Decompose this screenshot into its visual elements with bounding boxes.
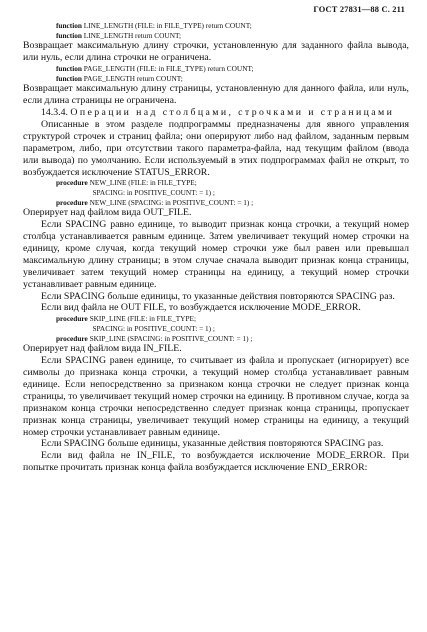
body-paragraph: Если SPACING больше единицы, то указанные действия повторяются SPACING раз.: [41, 290, 395, 302]
body-paragraph: Возвращает максимальную длину страницы, установленную для данного файла, или нуль, если длина страницы не ограничена.: [23, 83, 409, 107]
code-line: procedure NEW_LINE (SPACING: in POSITIVE_COUNT: = 1) ;: [56, 197, 254, 207]
page-body: [23, 21, 409, 474]
section-title: Операции над столбцами, строчками и страницами: [70, 107, 395, 118]
code-line: SPACING: in POSITIVE_COUNT: = 1) ;: [56, 188, 215, 198]
code-line: function LINE_LENGTH return COUNT;: [56, 30, 182, 40]
body-paragraph: Возвращает максимальную длину строчки, установленную для заданного файла вывода, или нуль, если длина строчки не ограничена.: [23, 40, 409, 64]
section-heading: [23, 107, 409, 119]
code-line: function LINE_LENGTH (FILE: in FILE_TYPE) return COUNT;: [56, 21, 252, 30]
body-paragraph: Если SPACING равен единице, то считывает из файла и пропускает (игнорирует) все символы до признака конца строчки, а текущий номер столбца устанавливает равным единице. Если непосредственно за признаком конца строчки не следует признак конца страницы, то увеличивает текущий номер строчки на единицу. В противном случае, когда за признаком конца строчки непосредственно следует признак конца страницы, пропускает признак конца страницы, увеличивает текущий номер страницы на единицу, а текущий номер строчки устанавливает равным единице.: [23, 355, 409, 438]
code-declaration: [23, 178, 409, 207]
code-declaration: [23, 21, 409, 40]
code-line: procedure SKIP_LINE (SPACING: in POSITIVE_COUNT: = 1) ;: [56, 333, 253, 343]
page-header: ГОСТ 27831—88 С. 211: [313, 5, 405, 14]
code-declaration: [23, 64, 409, 83]
body-paragraph: Если SPACING больше единицы, указанные действия повторяются SPACING раз.: [41, 438, 384, 450]
body-paragraph: Оперирует над файлом вида IN_FILE.: [23, 343, 182, 355]
body-paragraph: Если вид файла не OUT FILE, то возбуждается исключение MODE_ERROR.: [41, 302, 361, 314]
body-paragraph: Если SPACING равно единице, то выводит признак конца строчки, а текущий номер столбца устанавливается равным единице. Затем увеличивает текущий номер строчки на единицу, кроме случая, когда текущий номер строчки уже был равен или превышал максимальную длину страницы; в этом случае сначала выводит признак конца страницы, увеличивает затем текущий номер страницы на единицу, а текущий номер строчки устанавливает равным единице.: [23, 219, 409, 290]
code-line: function PAGE_LENGTH return COUNT;: [56, 73, 183, 83]
body-paragraph: Оперирует над файлом вида OUT_FILE.: [23, 207, 192, 219]
code-declaration: [23, 314, 409, 343]
section-number: 14.3.4.: [41, 107, 71, 118]
code-line: function PAGE_LENGTH (FILE: in FILE_TYPE) return COUNT;: [56, 64, 254, 73]
code-line: procedure NEW_LINE (FILE: in FILE_TYPE;: [56, 178, 197, 188]
code-line: SPACING: in POSITIVE_COUNT: = 1) ;: [56, 323, 215, 333]
code-line: procedure SKIP_LINE (FILE: in FILE_TYPE;: [56, 314, 196, 324]
body-paragraph: Описанные в этом разделе подпрограммы предназначены для явного управления структурой строчек и страниц файла; они оперируют либо над файлом, заданным первым параметром, либо, при отсутствии такого параметра-файла, над текущим файлом (ввода или вывода) по умолчанию. Если используемый в этих подпрограммах файл не открыт, то возбуждается исключение STATUS_ERROR.: [23, 118, 409, 178]
body-paragraph: Если вид файла не IN_FILE, то возбуждается исключение MODE_ERROR. При попытке прочитать признак конца файла возбуждается исключение END_ERROR:: [23, 450, 409, 474]
